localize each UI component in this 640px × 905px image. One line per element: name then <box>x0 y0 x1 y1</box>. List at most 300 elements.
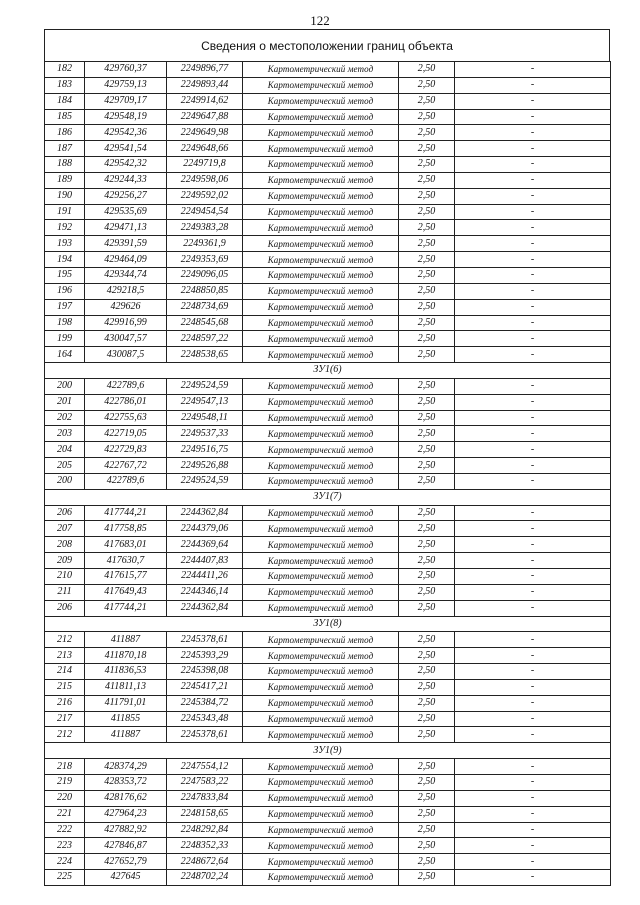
method-cell: Картометрический метод <box>243 790 399 806</box>
x-coordinate-cell: 427964,23 <box>85 806 167 822</box>
method-cell: Картометрический метод <box>243 410 399 426</box>
x-coordinate-cell: 422789,6 <box>85 378 167 394</box>
x-coordinate-cell: 429548,19 <box>85 109 167 125</box>
method-cell: Картометрический метод <box>243 521 399 537</box>
method-cell: Картометрический метод <box>243 315 399 331</box>
y-coordinate-cell: 2248352,33 <box>167 838 243 854</box>
y-coordinate-cell: 2249537,33 <box>167 426 243 442</box>
method-cell: Картометрический метод <box>243 458 399 474</box>
y-coordinate-cell: 2244407,83 <box>167 553 243 569</box>
accuracy-cell: 2,50 <box>399 331 455 347</box>
accuracy-cell: 2,50 <box>399 664 455 680</box>
x-coordinate-cell: 428353,72 <box>85 774 167 790</box>
method-cell: Картометрический метод <box>243 77 399 93</box>
note-cell: - <box>455 790 611 806</box>
point-number-cell: 219 <box>45 774 85 790</box>
x-coordinate-cell: 429760,37 <box>85 62 167 78</box>
point-number-cell: 210 <box>45 569 85 585</box>
accuracy-cell: 2,50 <box>399 648 455 664</box>
note-cell: - <box>455 664 611 680</box>
y-coordinate-cell: 2248158,65 <box>167 806 243 822</box>
y-coordinate-cell: 2249524,59 <box>167 473 243 489</box>
table-row <box>45 790 611 806</box>
method-cell: Картометрический метод <box>243 141 399 157</box>
table-row <box>45 600 611 616</box>
method-cell: Картометрический метод <box>243 378 399 394</box>
table-row <box>45 870 611 886</box>
note-cell: - <box>455 204 611 220</box>
point-number-cell: 215 <box>45 679 85 695</box>
y-coordinate-cell: 2249361,9 <box>167 236 243 252</box>
x-coordinate-cell: 417744,21 <box>85 600 167 616</box>
point-number-cell: 188 <box>45 157 85 173</box>
section-label: ЗУ1(7) <box>45 489 611 505</box>
point-number-cell: 192 <box>45 220 85 236</box>
note-cell: - <box>455 473 611 489</box>
note-cell: - <box>455 220 611 236</box>
method-cell: Картометрический метод <box>243 806 399 822</box>
x-coordinate-cell: 427846,87 <box>85 838 167 854</box>
note-cell: - <box>455 141 611 157</box>
x-coordinate-cell: 427882,92 <box>85 822 167 838</box>
table-row <box>45 664 611 680</box>
accuracy-cell: 2,50 <box>399 141 455 157</box>
point-number-cell: 182 <box>45 62 85 78</box>
point-number-cell: 184 <box>45 93 85 109</box>
method-cell: Картометрический метод <box>243 759 399 775</box>
point-number-cell: 195 <box>45 267 85 283</box>
table-heading: Сведения о местоположении границ объекта <box>44 29 610 61</box>
note-cell: - <box>455 553 611 569</box>
note-cell: - <box>455 62 611 78</box>
note-cell: - <box>455 505 611 521</box>
note-cell: - <box>455 267 611 283</box>
x-coordinate-cell: 422786,01 <box>85 394 167 410</box>
note-cell: - <box>455 600 611 616</box>
accuracy-cell: 2,50 <box>399 727 455 743</box>
method-cell: Картометрический метод <box>243 331 399 347</box>
table-row <box>45 299 611 315</box>
accuracy-cell: 2,50 <box>399 188 455 204</box>
point-number-cell: 222 <box>45 822 85 838</box>
y-coordinate-cell: 2249914,62 <box>167 93 243 109</box>
y-coordinate-cell: 2244411,26 <box>167 569 243 585</box>
point-number-cell: 221 <box>45 806 85 822</box>
accuracy-cell: 2,50 <box>399 806 455 822</box>
accuracy-cell: 2,50 <box>399 553 455 569</box>
point-number-cell: 224 <box>45 854 85 870</box>
x-coordinate-cell: 417758,85 <box>85 521 167 537</box>
section-row <box>45 489 611 505</box>
method-cell: Картометрический метод <box>243 204 399 220</box>
x-coordinate-cell: 429471,13 <box>85 220 167 236</box>
table-row <box>45 537 611 553</box>
table-row <box>45 315 611 331</box>
table-body <box>45 62 611 886</box>
x-coordinate-cell: 428374,29 <box>85 759 167 775</box>
point-number-cell: 202 <box>45 410 85 426</box>
x-coordinate-cell: 429759,13 <box>85 77 167 93</box>
table-row <box>45 838 611 854</box>
method-cell: Картометрический метод <box>243 553 399 569</box>
table-row <box>45 220 611 236</box>
table-row <box>45 711 611 727</box>
note-cell: - <box>455 236 611 252</box>
table-row <box>45 109 611 125</box>
x-coordinate-cell: 429916,99 <box>85 315 167 331</box>
point-number-cell: 213 <box>45 648 85 664</box>
note-cell: - <box>455 93 611 109</box>
method-cell: Картометрический метод <box>243 822 399 838</box>
y-coordinate-cell: 2249383,28 <box>167 220 243 236</box>
y-coordinate-cell: 2249526,88 <box>167 458 243 474</box>
accuracy-cell: 2,50 <box>399 109 455 125</box>
y-coordinate-cell: 2248538,65 <box>167 347 243 363</box>
point-number-cell: 209 <box>45 553 85 569</box>
y-coordinate-cell: 2249516,75 <box>167 442 243 458</box>
y-coordinate-cell: 2249454,54 <box>167 204 243 220</box>
point-number-cell: 225 <box>45 870 85 886</box>
point-number-cell: 218 <box>45 759 85 775</box>
y-coordinate-cell: 2248597,22 <box>167 331 243 347</box>
point-number-cell: 197 <box>45 299 85 315</box>
y-coordinate-cell: 2245378,61 <box>167 727 243 743</box>
table-row <box>45 648 611 664</box>
table-row <box>45 172 611 188</box>
y-coordinate-cell: 2248702,24 <box>167 870 243 886</box>
x-coordinate-cell: 429542,36 <box>85 125 167 141</box>
note-cell: - <box>455 347 611 363</box>
point-number-cell: 217 <box>45 711 85 727</box>
x-coordinate-cell: 422789,6 <box>85 473 167 489</box>
point-number-cell: 193 <box>45 236 85 252</box>
point-number-cell: 212 <box>45 727 85 743</box>
point-number-cell: 205 <box>45 458 85 474</box>
table-row <box>45 252 611 268</box>
method-cell: Картометрический метод <box>243 648 399 664</box>
point-number-cell: 200 <box>45 378 85 394</box>
x-coordinate-cell: 411836,53 <box>85 664 167 680</box>
accuracy-cell: 2,50 <box>399 125 455 141</box>
table-row <box>45 774 611 790</box>
note-cell: - <box>455 188 611 204</box>
point-number-cell: 201 <box>45 394 85 410</box>
y-coordinate-cell: 2249548,11 <box>167 410 243 426</box>
method-cell: Картометрический метод <box>243 125 399 141</box>
note-cell: - <box>455 711 611 727</box>
section-label: ЗУ1(6) <box>45 363 611 379</box>
x-coordinate-cell: 427652,79 <box>85 854 167 870</box>
point-number-cell: 206 <box>45 505 85 521</box>
note-cell: - <box>455 569 611 585</box>
accuracy-cell: 2,50 <box>399 378 455 394</box>
accuracy-cell: 2,50 <box>399 283 455 299</box>
table-row <box>45 822 611 838</box>
section-row <box>45 743 611 759</box>
y-coordinate-cell: 2249649,98 <box>167 125 243 141</box>
point-number-cell: 204 <box>45 442 85 458</box>
coordinates-table <box>44 61 611 886</box>
accuracy-cell: 2,50 <box>399 442 455 458</box>
point-number-cell: 196 <box>45 283 85 299</box>
method-cell: Картометрический метод <box>243 600 399 616</box>
method-cell: Картометрический метод <box>243 299 399 315</box>
y-coordinate-cell: 2244362,84 <box>167 600 243 616</box>
accuracy-cell: 2,50 <box>399 426 455 442</box>
table-row <box>45 584 611 600</box>
page-number: 122 <box>310 13 330 28</box>
x-coordinate-cell: 417630,7 <box>85 553 167 569</box>
accuracy-cell: 2,50 <box>399 505 455 521</box>
method-cell: Картометрический метод <box>243 774 399 790</box>
table-row <box>45 77 611 93</box>
accuracy-cell: 2,50 <box>399 347 455 363</box>
note-cell: - <box>455 442 611 458</box>
point-number-cell: 211 <box>45 584 85 600</box>
y-coordinate-cell: 2248850,85 <box>167 283 243 299</box>
y-coordinate-cell: 2249592,02 <box>167 188 243 204</box>
note-cell: - <box>455 394 611 410</box>
table-row <box>45 806 611 822</box>
accuracy-cell: 2,50 <box>399 267 455 283</box>
note-cell: - <box>455 854 611 870</box>
accuracy-cell: 2,50 <box>399 458 455 474</box>
x-coordinate-cell: 411887 <box>85 727 167 743</box>
method-cell: Картометрический метод <box>243 505 399 521</box>
y-coordinate-cell: 2248672,64 <box>167 854 243 870</box>
table-row <box>45 204 611 220</box>
accuracy-cell: 2,50 <box>399 252 455 268</box>
section-label: ЗУ1(8) <box>45 616 611 632</box>
note-cell: - <box>455 695 611 711</box>
method-cell: Картометрический метод <box>243 267 399 283</box>
point-number-cell: 207 <box>45 521 85 537</box>
accuracy-cell: 2,50 <box>399 600 455 616</box>
method-cell: Картометрический метод <box>243 664 399 680</box>
y-coordinate-cell: 2249353,69 <box>167 252 243 268</box>
accuracy-cell: 2,50 <box>399 204 455 220</box>
point-number-cell: 212 <box>45 632 85 648</box>
table-row <box>45 679 611 695</box>
point-number-cell: 216 <box>45 695 85 711</box>
accuracy-cell: 2,50 <box>399 410 455 426</box>
method-cell: Картометрический метод <box>243 679 399 695</box>
note-cell: - <box>455 648 611 664</box>
method-cell: Картометрический метод <box>243 220 399 236</box>
y-coordinate-cell: 2247833,84 <box>167 790 243 806</box>
method-cell: Картометрический метод <box>243 188 399 204</box>
point-number-cell: 191 <box>45 204 85 220</box>
y-coordinate-cell: 2247554,12 <box>167 759 243 775</box>
x-coordinate-cell: 411855 <box>85 711 167 727</box>
method-cell: Картометрический метод <box>243 236 399 252</box>
method-cell: Картометрический метод <box>243 632 399 648</box>
y-coordinate-cell: 2248292,84 <box>167 822 243 838</box>
point-number-cell: 223 <box>45 838 85 854</box>
y-coordinate-cell: 2249719,8 <box>167 157 243 173</box>
accuracy-cell: 2,50 <box>399 537 455 553</box>
y-coordinate-cell: 2245384,72 <box>167 695 243 711</box>
x-coordinate-cell: 429244,33 <box>85 172 167 188</box>
table-row <box>45 394 611 410</box>
note-cell: - <box>455 125 611 141</box>
table-row <box>45 426 611 442</box>
table-row <box>45 188 611 204</box>
accuracy-cell: 2,50 <box>399 790 455 806</box>
x-coordinate-cell: 429542,32 <box>85 157 167 173</box>
x-coordinate-cell: 427645 <box>85 870 167 886</box>
point-number-cell: 189 <box>45 172 85 188</box>
accuracy-cell: 2,50 <box>399 299 455 315</box>
point-number-cell: 206 <box>45 600 85 616</box>
note-cell: - <box>455 632 611 648</box>
method-cell: Картометрический метод <box>243 870 399 886</box>
point-number-cell: 185 <box>45 109 85 125</box>
method-cell: Картометрический метод <box>243 109 399 125</box>
x-coordinate-cell: 429218,5 <box>85 283 167 299</box>
table-row <box>45 378 611 394</box>
y-coordinate-cell: 2249896,77 <box>167 62 243 78</box>
note-cell: - <box>455 759 611 775</box>
x-coordinate-cell: 411811,13 <box>85 679 167 695</box>
table-row <box>45 569 611 585</box>
point-number-cell: 187 <box>45 141 85 157</box>
section-row <box>45 363 611 379</box>
accuracy-cell: 2,50 <box>399 473 455 489</box>
note-cell: - <box>455 77 611 93</box>
y-coordinate-cell: 2245398,08 <box>167 664 243 680</box>
x-coordinate-cell: 429709,17 <box>85 93 167 109</box>
x-coordinate-cell: 411870,18 <box>85 648 167 664</box>
note-cell: - <box>455 774 611 790</box>
y-coordinate-cell: 2247583,22 <box>167 774 243 790</box>
method-cell: Картометрический метод <box>243 157 399 173</box>
accuracy-cell: 2,50 <box>399 93 455 109</box>
accuracy-cell: 2,50 <box>399 521 455 537</box>
accuracy-cell: 2,50 <box>399 854 455 870</box>
method-cell: Картометрический метод <box>243 426 399 442</box>
method-cell: Картометрический метод <box>243 711 399 727</box>
point-number-cell: 194 <box>45 252 85 268</box>
accuracy-cell: 2,50 <box>399 157 455 173</box>
accuracy-cell: 2,50 <box>399 569 455 585</box>
x-coordinate-cell: 430087,5 <box>85 347 167 363</box>
note-cell: - <box>455 172 611 188</box>
table-row <box>45 759 611 775</box>
table-row <box>45 553 611 569</box>
section-label: ЗУ1(9) <box>45 743 611 759</box>
note-cell: - <box>455 537 611 553</box>
y-coordinate-cell: 2249647,88 <box>167 109 243 125</box>
note-cell: - <box>455 315 611 331</box>
y-coordinate-cell: 2249893,44 <box>167 77 243 93</box>
point-number-cell: 198 <box>45 315 85 331</box>
x-coordinate-cell: 417649,43 <box>85 584 167 600</box>
note-cell: - <box>455 727 611 743</box>
method-cell: Картометрический метод <box>243 584 399 600</box>
accuracy-cell: 2,50 <box>399 774 455 790</box>
table-row <box>45 347 611 363</box>
table-row <box>45 283 611 299</box>
note-cell: - <box>455 410 611 426</box>
accuracy-cell: 2,50 <box>399 822 455 838</box>
section-row <box>45 616 611 632</box>
x-coordinate-cell: 429626 <box>85 299 167 315</box>
point-number-cell: 214 <box>45 664 85 680</box>
accuracy-cell: 2,50 <box>399 77 455 93</box>
method-cell: Картометрический метод <box>243 252 399 268</box>
point-number-cell: 190 <box>45 188 85 204</box>
note-cell: - <box>455 378 611 394</box>
x-coordinate-cell: 422719,05 <box>85 426 167 442</box>
table-row <box>45 62 611 78</box>
accuracy-cell: 2,50 <box>399 315 455 331</box>
accuracy-cell: 2,50 <box>399 679 455 695</box>
y-coordinate-cell: 2249096,05 <box>167 267 243 283</box>
note-cell: - <box>455 806 611 822</box>
table-row <box>45 93 611 109</box>
y-coordinate-cell: 2249547,13 <box>167 394 243 410</box>
note-cell: - <box>455 458 611 474</box>
method-cell: Картометрический метод <box>243 838 399 854</box>
point-number-cell: 200 <box>45 473 85 489</box>
method-cell: Картометрический метод <box>243 569 399 585</box>
method-cell: Картометрический метод <box>243 442 399 458</box>
y-coordinate-cell: 2248545,68 <box>167 315 243 331</box>
y-coordinate-cell: 2244379,06 <box>167 521 243 537</box>
x-coordinate-cell: 422767,72 <box>85 458 167 474</box>
table-row <box>45 125 611 141</box>
x-coordinate-cell: 411887 <box>85 632 167 648</box>
note-cell: - <box>455 521 611 537</box>
accuracy-cell: 2,50 <box>399 711 455 727</box>
x-coordinate-cell: 428176,62 <box>85 790 167 806</box>
accuracy-cell: 2,50 <box>399 394 455 410</box>
x-coordinate-cell: 429535,69 <box>85 204 167 220</box>
y-coordinate-cell: 2244346,14 <box>167 584 243 600</box>
x-coordinate-cell: 422729,83 <box>85 442 167 458</box>
y-coordinate-cell: 2245417,21 <box>167 679 243 695</box>
table-row <box>45 410 611 426</box>
note-cell: - <box>455 822 611 838</box>
x-coordinate-cell: 411791,01 <box>85 695 167 711</box>
table-row <box>45 267 611 283</box>
note-cell: - <box>455 679 611 695</box>
note-cell: - <box>455 870 611 886</box>
method-cell: Картометрический метод <box>243 394 399 410</box>
table-row <box>45 236 611 252</box>
x-coordinate-cell: 430047,57 <box>85 331 167 347</box>
method-cell: Картометрический метод <box>243 537 399 553</box>
table-row <box>45 632 611 648</box>
x-coordinate-cell: 417615,77 <box>85 569 167 585</box>
note-cell: - <box>455 252 611 268</box>
y-coordinate-cell: 2245393,29 <box>167 648 243 664</box>
table-row <box>45 458 611 474</box>
table-row <box>45 854 611 870</box>
table-row <box>45 505 611 521</box>
table-row <box>45 727 611 743</box>
x-coordinate-cell: 422755,63 <box>85 410 167 426</box>
note-cell: - <box>455 283 611 299</box>
table-row <box>45 331 611 347</box>
point-number-cell: 208 <box>45 537 85 553</box>
method-cell: Картометрический метод <box>243 695 399 711</box>
y-coordinate-cell: 2249598,06 <box>167 172 243 188</box>
accuracy-cell: 2,50 <box>399 172 455 188</box>
method-cell: Картометрический метод <box>243 854 399 870</box>
method-cell: Картометрический метод <box>243 347 399 363</box>
